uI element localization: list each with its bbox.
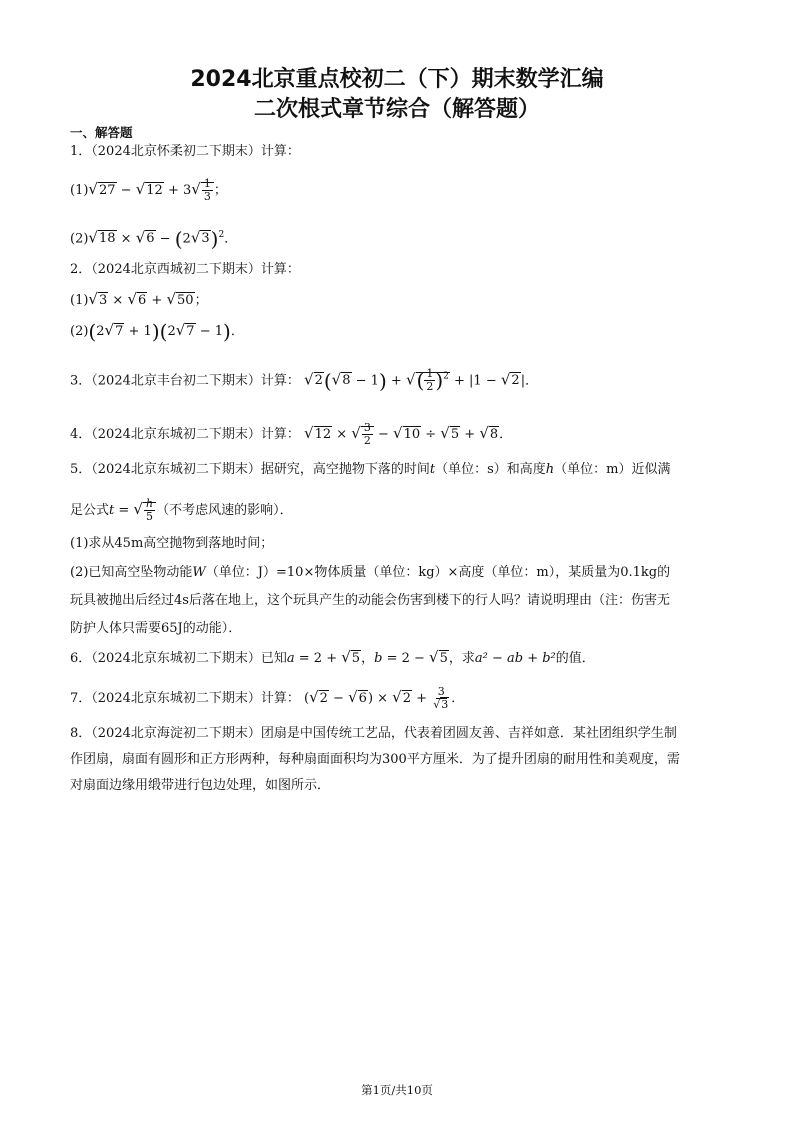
punct: ． bbox=[230, 324, 244, 339]
variable: a bbox=[286, 651, 295, 666]
denominator bbox=[431, 699, 451, 711]
radicand: 2 bbox=[402, 691, 412, 706]
sqrt-icon: √ bbox=[429, 648, 439, 666]
question-2-part-2: (2)(2√7 + 1)(2√7 − 1)． bbox=[70, 319, 244, 344]
punct: ． bbox=[499, 427, 513, 442]
radicand: 2 bbox=[314, 373, 323, 389]
denominator: 5 bbox=[146, 510, 154, 523]
sqrt-icon: √ bbox=[309, 688, 319, 706]
sqrt-icon: √ bbox=[175, 321, 186, 339]
punct: ； bbox=[194, 293, 208, 308]
fraction bbox=[424, 368, 435, 393]
variable: h bbox=[545, 462, 555, 477]
radicand: 7 bbox=[115, 324, 124, 339]
question-8-line-3: 对扇面边缘用缎带进行包边处理，如图所示． bbox=[70, 778, 331, 793]
numerator: h bbox=[145, 497, 154, 510]
question-5-part-2-line-3: 防护人体只需要65J的动能）． bbox=[70, 621, 242, 636]
sqrt-icon: √ bbox=[341, 648, 351, 666]
denominator: 2 bbox=[363, 434, 371, 447]
radicand: 2 bbox=[511, 373, 520, 389]
question-8-line-1: 8．（2024北京海淀初二下期末）团扇是中国传统工艺品，代表着团圆友善、吉祥如意．某社团组织学生制 bbox=[70, 726, 677, 741]
expression: = 2 + bbox=[298, 651, 338, 666]
constant: 1 bbox=[370, 373, 379, 389]
question-6 bbox=[70, 648, 595, 668]
question-7: 7．（2024北京东城初二下期末）计算： (√2 − √6) × √2 + $\frac{3}{√3}$ ． bbox=[70, 685, 465, 711]
text: (2)已知高空坠物动能 bbox=[70, 565, 193, 580]
question-3: 3．（2024北京丰台初二下期末）计算： √2(√8 − 1) + √( $\frac{1}{2}$ )$^2$ + |1 − √2|． bbox=[70, 367, 539, 394]
sqrt-icon: √ bbox=[433, 698, 441, 711]
radicand: 10 bbox=[403, 427, 421, 442]
sqrt-icon: √ bbox=[88, 228, 98, 247]
text: （单位：m）近似满 bbox=[554, 462, 671, 477]
radicand: 6 bbox=[146, 231, 155, 247]
document-subtitle: 二次根式章节综合（解答题） bbox=[253, 97, 540, 122]
expression: = 2 − bbox=[386, 651, 425, 666]
numerator: 3 bbox=[363, 421, 371, 434]
radicand: 8 bbox=[489, 427, 499, 442]
text: 足公式 bbox=[70, 503, 110, 518]
radicand: 3 bbox=[201, 231, 210, 247]
exponent: 2 bbox=[218, 230, 225, 240]
coefficient: 2 bbox=[96, 324, 105, 339]
constant: 1 bbox=[214, 324, 224, 339]
expression: a² − ab + b² bbox=[474, 651, 556, 666]
sqrt-icon: √ bbox=[440, 424, 450, 442]
sqrt-icon: √ bbox=[304, 370, 314, 389]
coefficient: 3 bbox=[182, 183, 192, 198]
sqrt-icon: √ bbox=[190, 228, 201, 247]
document-title: 2024北京重点校初二（下）期末数学汇编 bbox=[190, 67, 604, 92]
exponent: 2 bbox=[443, 372, 449, 382]
fraction bbox=[144, 498, 155, 523]
radicand: 6 bbox=[138, 293, 147, 308]
question-1-part-2: $(2)√18 \times √6 - (2√3)^2$． bbox=[70, 226, 238, 251]
sqrt-icon: √ bbox=[304, 424, 314, 442]
radicand: 5 bbox=[439, 651, 448, 666]
variable: t bbox=[429, 462, 436, 477]
radicand: 5 bbox=[450, 427, 460, 442]
question-7-stem: 7．（2024北京东城初二下期末）计算： bbox=[70, 691, 300, 706]
punct: ． bbox=[525, 373, 539, 389]
section-heading: 一、解答题 bbox=[70, 125, 133, 140]
text: （不考虑风速的影响）． bbox=[156, 503, 293, 518]
constant: 1 bbox=[143, 324, 152, 339]
sqrt-icon: √ bbox=[88, 290, 98, 308]
question-8 bbox=[70, 721, 730, 799]
variable: W bbox=[192, 565, 206, 580]
question-4: 4．（2024北京东城初二下期末）计算： √12 × √ $\frac{3}{2}$ − √10 ÷ √5 + √8． bbox=[70, 421, 513, 447]
text: 的值． bbox=[555, 651, 595, 666]
sqrt-icon: √ bbox=[135, 228, 146, 247]
question-5-stem: 5．（2024北京东城初二下期末）据研究，高空抛物下落的时间 bbox=[70, 462, 430, 477]
sqrt-icon: √ bbox=[405, 370, 416, 389]
radicand: 2 bbox=[319, 691, 328, 706]
fraction bbox=[362, 422, 373, 447]
question-2-stem: 2．（2024北京西城初二下期末）计算： bbox=[70, 262, 300, 277]
numerator: 3 bbox=[437, 685, 445, 698]
numerator: 1 bbox=[203, 177, 211, 190]
punct: ； bbox=[213, 183, 227, 198]
sqrt-icon: √ bbox=[133, 500, 143, 518]
radicand: 18 bbox=[98, 231, 116, 247]
radicand: 3 bbox=[98, 293, 108, 308]
part-tag: (2) bbox=[70, 324, 89, 339]
radicand: 8 bbox=[342, 373, 351, 389]
question-5-line-1 bbox=[70, 461, 670, 479]
sqrt-icon: √ bbox=[166, 290, 177, 308]
text: （单位：J）=10×物体质量（单位：kg）×高度（单位：m），某质量为0.1kg的 bbox=[205, 565, 671, 580]
question-5-part-2-line-2: 玩具被抛出后经过4s后落在地上，这个玩具产生的动能会伤害到楼下的行人吗？请说明理由（注：伤害无 bbox=[70, 593, 670, 608]
radicand: 7 bbox=[186, 324, 195, 339]
question-8-line-2: 作团扇，扇面有圆形和正方形两种，每种扇面面积均为300平方厘米．为了提升团扇的耐用性和美观度，需 bbox=[70, 752, 680, 767]
radicand: 12 bbox=[146, 183, 163, 198]
question-5-part-1: (1)求从45m高空抛物到落地时间； bbox=[70, 536, 274, 551]
sqrt-icon: √ bbox=[392, 688, 402, 706]
denominator: 2 bbox=[426, 380, 434, 394]
sqrt-icon: √ bbox=[479, 424, 489, 442]
question-1-part-1: (1)√27 − √12 + 3√ $\frac{1}{3}$ ； bbox=[70, 177, 227, 203]
question-3-stem: 3．（2024北京丰台初二下期末）计算： bbox=[70, 373, 300, 389]
question-2-part-1: (1)√3 × √6 + √50； bbox=[70, 290, 208, 308]
punct: ， bbox=[361, 651, 375, 666]
sqrt-icon: √ bbox=[88, 180, 98, 198]
coefficient: 2 bbox=[167, 324, 176, 339]
part-tag: (1) bbox=[70, 183, 89, 198]
sqrt-icon: √ bbox=[351, 424, 361, 442]
question-6-stem: 6．（2024北京东城初二下期末）已知 bbox=[70, 651, 287, 666]
sqrt-icon: √ bbox=[127, 290, 137, 308]
radicand: 5 bbox=[351, 651, 361, 666]
radicand: 50 bbox=[177, 293, 194, 308]
denominator: 3 bbox=[203, 190, 211, 203]
radicand: 6 bbox=[358, 691, 367, 706]
sqrt-icon: √ bbox=[135, 180, 146, 198]
sqrt-icon: √ bbox=[348, 688, 358, 706]
punct: ． bbox=[451, 691, 465, 706]
part-tag: (2) bbox=[70, 231, 89, 247]
radicand: 3 bbox=[441, 698, 449, 711]
question-5-line-2: 足公式t = √ $\frac{h}{5}$ （不考虑风速的影响）． bbox=[70, 497, 293, 523]
sqrt-icon: √ bbox=[500, 370, 511, 389]
variable: t bbox=[109, 503, 115, 518]
question-4-stem: 4．（2024北京东城初二下期末）计算： bbox=[70, 427, 300, 442]
sqrt-icon: √ bbox=[331, 370, 342, 389]
coefficient: 2 bbox=[182, 231, 191, 247]
constant: 1 bbox=[473, 373, 482, 389]
fraction bbox=[431, 686, 451, 711]
sqrt-icon: √ bbox=[393, 424, 403, 442]
sqrt-icon: √ bbox=[104, 321, 115, 339]
page-number: 第1页/共10页 bbox=[361, 1083, 433, 1097]
fraction bbox=[202, 178, 213, 203]
sqrt-icon: √ bbox=[191, 180, 201, 198]
question-5-part-2-line-1 bbox=[70, 564, 670, 582]
text: ，求 bbox=[448, 651, 475, 666]
variable: b bbox=[374, 651, 383, 666]
radicand: 12 bbox=[314, 427, 332, 442]
radicand: 27 bbox=[98, 183, 116, 198]
numerator: 1 bbox=[426, 367, 434, 381]
text: （单位：s）和高度 bbox=[435, 462, 546, 477]
part-tag: (1) bbox=[70, 293, 89, 308]
punct: ． bbox=[224, 231, 238, 247]
question-1-stem: 1．（2024北京怀柔初二下期末）计算： bbox=[70, 144, 300, 159]
